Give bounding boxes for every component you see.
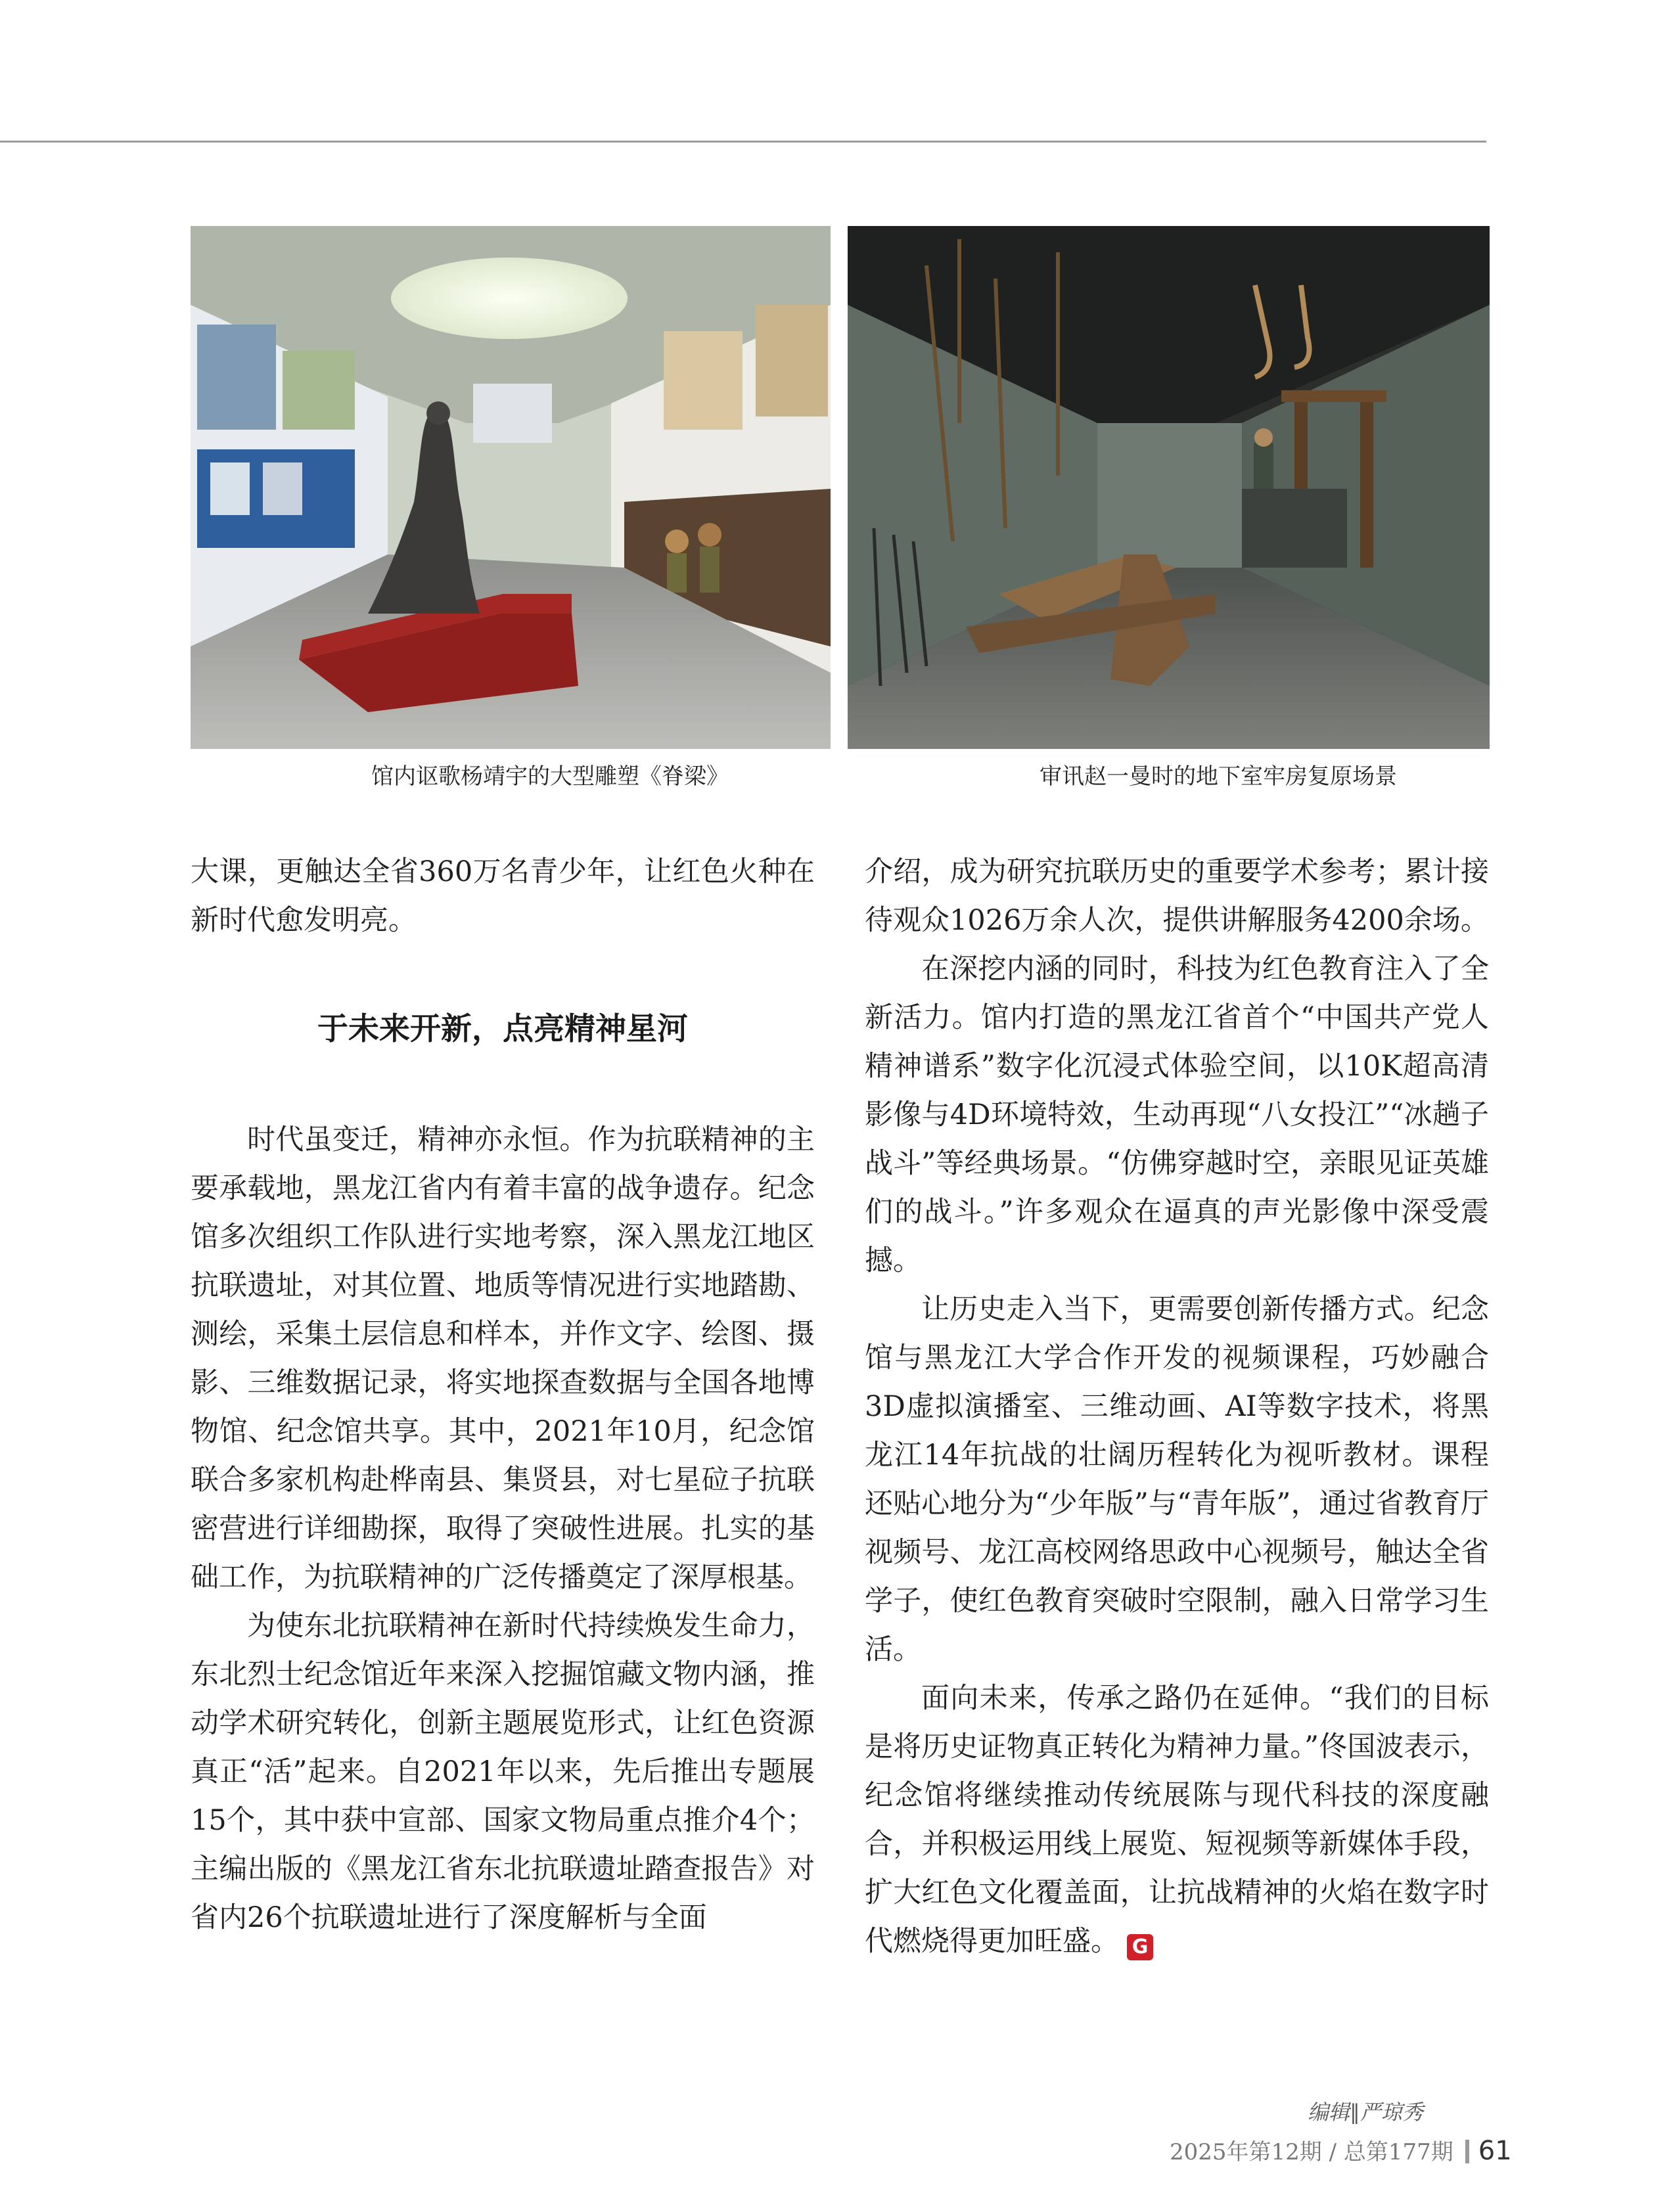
paragraph: 介绍，成为研究抗联历史的重要学术参考；累计接待观众1026万余人次，提供讲解服务4200余场。 <box>865 855 1489 937</box>
paragraph-text: 面向未来，传承之路仍在延伸。“我们的目标是将历史证物真正转化为精神力量。”佟国波表示，纪念馆将继续推动传统展陈与现代科技的深度融合，并积极运用线上展览、短视频等新媒体手段，扩大红色文化覆盖面，让抗战精神的火焰在数字时代燃烧得更加旺盛。 <box>865 1682 1489 1958</box>
header-rule <box>0 141 1486 143</box>
paragraph: 在深挖内涵的同时，科技为红色教育注入了全新活力。馆内打造的黑龙江省首个“中国共产党人精神谱系”数字化沉浸式体验空间，以10K超高清影像与4D环境特效，生动再现“八女投江”“冰趟子战斗”等经典场景。“仿佛穿越时空，亲眼见证英雄们的战斗。”许多观众在逼真的声光影像中深受震撼。 <box>865 953 1489 1277</box>
editor-credit: 编辑∥严琼秀 <box>1308 2100 1424 2125</box>
paragraph: 让历史走入当下，更需要创新传播方式。纪念馆与黑龙江大学合作开发的视频课程，巧妙融合3D虚拟演播室、三维动画、AI等数字技术，将黑龙江14年抗战的壮阔历程转化为视听教材。课程还贴心地分为“少年版”与“青年版”，通过省教育厅视频号、龙江高校网络思政中心视频号，触达全省学子，使红色教育突破时空限制，融入日常学习生活。 <box>865 1293 1489 1666</box>
separator-bar <box>1465 2140 1469 2163</box>
figure-caption-left: 馆内讴歌杨靖宇的大型雕塑《脊梁》 <box>371 763 729 790</box>
paragraph: 时代虽变迁，精神亦永恒。作为抗联精神的主要承载地，黑龙江省内有着丰富的战争遗存。纪念馆多次组织工作队进行实地考察，深入黑龙江地区抗联遗址，对其位置、地质等情况进行实地踏勘、测绘，采集土层信息和样本，并作文字、绘图、摄影、三维数据记录，将实地探查数据与全国各地博物馆、纪念馆共享。其中，2021年10月，纪念馆联合多家机构赴桦南县、集贤县，对七星砬子抗联密营进行详细勘探，取得了突破性进展。扎实的基础工作，为抗联精神的广泛传播奠定了深厚根基。 <box>191 1123 815 1594</box>
figure-caption-right: 审讯赵一曼时的地下室牢房复原场景 <box>1040 763 1397 790</box>
right-column <box>865 847 1489 1966</box>
paragraph: 大课，更触达全省360万名青少年，让红色火种在新时代愈发明亮。 <box>191 855 815 937</box>
left-column <box>191 847 815 1942</box>
cell-reconstruction-photo <box>848 226 1490 749</box>
section-heading: 于未来开新，点亮精神星河 <box>317 1011 688 1047</box>
issue-info: 2025年第12期 / 总第177期 <box>1170 2139 1453 2165</box>
page-footer <box>1170 2134 1512 2166</box>
paragraph: 为使东北抗联精神在新时代持续焕发生命力，东北烈士纪念馆近年来深入挖掘馆藏文物内涵，推动学术研究转化，创新主题展览形式，让红色资源真正“活”起来。自2021年以来，先后推出专题展15个，其中获中宣部、国家文物局重点推介4个；主编出版的《黑龙江省东北抗联遗址踏查报告》对省内26个抗联遗址进行了深度解析与全面 <box>191 1610 815 1934</box>
end-mark-icon: G <box>1127 1934 1153 1960</box>
sculpture-photo <box>191 226 831 749</box>
paragraph <box>865 1674 1489 1966</box>
page-number: 61 <box>1478 2136 1512 2166</box>
